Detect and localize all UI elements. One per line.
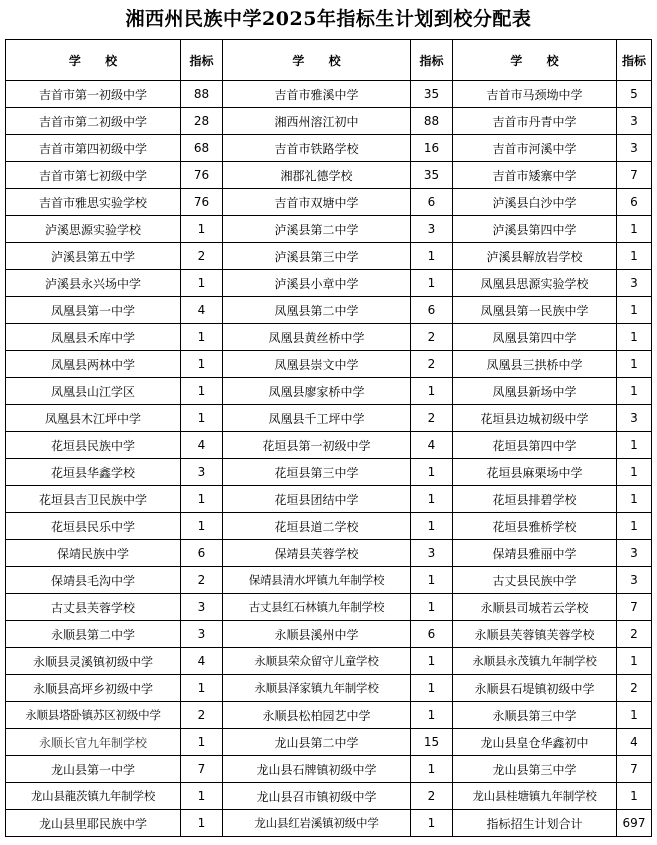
school-name-cell: 花垣县民族中学 <box>6 432 181 459</box>
quota-cell: 4 <box>181 648 223 675</box>
school-name-cell: 吉首市矮寨中学 <box>453 162 617 189</box>
school-name-cell: 泸溪县解放岩学校 <box>453 243 617 270</box>
quota-cell: 1 <box>181 729 223 756</box>
school-name-cell: 保靖民族中学 <box>6 540 181 567</box>
table-row <box>6 486 652 513</box>
school-name-cell: 永顺县灵溪镇初级中学 <box>6 648 181 675</box>
school-name-cell: 永顺县石堤镇初级中学 <box>453 675 617 702</box>
school-name-cell: 凤凰县千工坪中学 <box>223 405 411 432</box>
school-name-cell: 龙山县里耶民族中学 <box>6 810 181 837</box>
quota-cell: 3 <box>181 594 223 621</box>
school-name-cell: 凤凰县崇文中学 <box>223 351 411 378</box>
school-name-cell: 龙山县石牌镇初级中学 <box>223 756 411 783</box>
quota-cell: 1 <box>617 513 652 540</box>
school-name-cell: 凤凰县禾库中学 <box>6 324 181 351</box>
quota-column-header: 指标 <box>181 40 223 81</box>
school-name-cell: 花垣县第三中学 <box>223 459 411 486</box>
quota-cell: 1 <box>617 702 652 729</box>
quota-cell: 6 <box>617 189 652 216</box>
school-name-cell: 永顺县荣众留守儿童学校 <box>223 648 411 675</box>
quota-cell: 1 <box>411 594 453 621</box>
school-name-cell: 永顺县塔卧镇苏区初级中学 <box>6 702 181 729</box>
quota-cell: 3 <box>181 621 223 648</box>
quota-cell: 16 <box>411 135 453 162</box>
quota-cell: 1 <box>411 810 453 837</box>
quota-cell: 1 <box>181 270 223 297</box>
school-name-cell: 吉首市河溪中学 <box>453 135 617 162</box>
quota-cell: 1 <box>617 783 652 810</box>
school-name-cell: 泸溪县小章中学 <box>223 270 411 297</box>
quota-cell: 3 <box>411 216 453 243</box>
school-name-cell: 花垣县麻栗场中学 <box>453 459 617 486</box>
quota-cell: 1 <box>411 513 453 540</box>
school-name-cell: 凤凰县第二中学 <box>223 297 411 324</box>
school-name-cell: 龙山县龍茨镇九年制学校 <box>6 783 181 810</box>
school-column-header: 学 校 <box>223 40 411 81</box>
quota-column-header: 指标 <box>617 40 652 81</box>
quota-cell: 3 <box>617 567 652 594</box>
quota-cell: 1 <box>617 459 652 486</box>
quota-cell: 1 <box>617 297 652 324</box>
quota-cell: 1 <box>181 675 223 702</box>
table-row <box>6 216 652 243</box>
school-name-cell: 吉首市第二初级中学 <box>6 108 181 135</box>
quota-cell: 4 <box>181 297 223 324</box>
allocation-table <box>5 39 652 837</box>
school-name-cell: 保靖县雅丽中学 <box>453 540 617 567</box>
quota-cell: 1 <box>181 810 223 837</box>
table-row <box>6 675 652 702</box>
quota-cell: 5 <box>617 81 652 108</box>
quota-cell: 3 <box>617 540 652 567</box>
quota-cell: 1 <box>411 567 453 594</box>
school-name-cell: 吉首市铁路学校 <box>223 135 411 162</box>
school-name-cell: 凤凰县两林中学 <box>6 351 181 378</box>
school-name-cell: 花垣县团结中学 <box>223 486 411 513</box>
quota-cell: 7 <box>181 756 223 783</box>
table-row <box>6 405 652 432</box>
school-name-cell: 吉首市第七初级中学 <box>6 162 181 189</box>
table-row <box>6 783 652 810</box>
table-row <box>6 135 652 162</box>
school-name-cell: 花垣县华鑫学校 <box>6 459 181 486</box>
school-name-cell: 永顺县溪州中学 <box>223 621 411 648</box>
quota-cell: 1 <box>617 486 652 513</box>
school-name-cell: 古丈县芙蓉学校 <box>6 594 181 621</box>
table-row <box>6 513 652 540</box>
quota-cell: 3 <box>617 135 652 162</box>
quota-cell: 1 <box>181 378 223 405</box>
school-name-cell: 花垣县民乐中学 <box>6 513 181 540</box>
table-row <box>6 648 652 675</box>
quota-cell: 1 <box>411 270 453 297</box>
total-quota-cell: 697 <box>617 810 652 837</box>
school-column-header: 学 校 <box>453 40 617 81</box>
quota-cell: 1 <box>181 783 223 810</box>
table-row <box>6 243 652 270</box>
table-row <box>6 81 652 108</box>
school-name-cell: 泸溪县第二中学 <box>223 216 411 243</box>
quota-cell: 1 <box>411 702 453 729</box>
school-name-cell: 龙山县第三中学 <box>453 756 617 783</box>
school-name-cell: 泸溪县白沙中学 <box>453 189 617 216</box>
school-name-cell: 保靖县芙蓉学校 <box>223 540 411 567</box>
quota-cell: 6 <box>181 540 223 567</box>
table-row <box>6 351 652 378</box>
school-name-cell: 湘郡礼德学校 <box>223 162 411 189</box>
quota-cell: 2 <box>617 675 652 702</box>
quota-cell: 1 <box>411 486 453 513</box>
school-name-cell: 花垣县道二学校 <box>223 513 411 540</box>
quota-cell: 1 <box>181 405 223 432</box>
quota-cell: 2 <box>411 783 453 810</box>
school-name-cell: 永顺县松柏园艺中学 <box>223 702 411 729</box>
quota-cell: 1 <box>411 675 453 702</box>
table-row <box>6 297 652 324</box>
quota-cell: 1 <box>181 513 223 540</box>
school-name-cell: 泸溪思源实验学校 <box>6 216 181 243</box>
school-name-cell: 永顺县永茂镇九年制学校 <box>453 648 617 675</box>
table-row <box>6 378 652 405</box>
quota-cell: 4 <box>617 729 652 756</box>
quota-cell: 1 <box>411 648 453 675</box>
document-title: 湘西州民族中学2025年指标生计划到校分配表 <box>125 8 532 30</box>
total-label-cell: 指标招生计划合计 <box>453 810 617 837</box>
quota-cell: 1 <box>617 351 652 378</box>
quota-cell: 76 <box>181 162 223 189</box>
table-row <box>6 702 652 729</box>
school-name-cell: 花垣县排碧学校 <box>453 486 617 513</box>
quota-cell: 1 <box>617 324 652 351</box>
school-name-cell: 永顺长官九年制学校 <box>6 729 181 756</box>
school-name-cell: 凤凰县新场中学 <box>453 378 617 405</box>
school-name-cell: 保靖县清水坪镇九年制学校 <box>223 567 411 594</box>
school-name-cell: 凤凰县思源实验学校 <box>453 270 617 297</box>
quota-cell: 4 <box>411 432 453 459</box>
school-name-cell: 凤凰县三拱桥中学 <box>453 351 617 378</box>
quota-cell: 2 <box>181 567 223 594</box>
school-name-cell: 龙山县第一中学 <box>6 756 181 783</box>
school-name-cell: 古丈县红石林镇九年制学校 <box>223 594 411 621</box>
quota-cell: 7 <box>617 162 652 189</box>
quota-cell: 3 <box>617 405 652 432</box>
school-name-cell: 龙山县召市镇初级中学 <box>223 783 411 810</box>
quota-cell: 6 <box>411 297 453 324</box>
quota-cell: 6 <box>411 189 453 216</box>
table-row <box>6 189 652 216</box>
quota-cell: 1 <box>181 486 223 513</box>
quota-cell: 2 <box>617 621 652 648</box>
table-row <box>6 324 652 351</box>
school-name-cell: 泸溪县第五中学 <box>6 243 181 270</box>
quota-cell: 35 <box>411 81 453 108</box>
quota-cell: 3 <box>411 540 453 567</box>
school-name-cell: 吉首市雅思实验学校 <box>6 189 181 216</box>
school-name-cell: 龙山县第二中学 <box>223 729 411 756</box>
table-row <box>6 162 652 189</box>
table-row <box>6 810 652 837</box>
quota-cell: 1 <box>411 459 453 486</box>
school-name-cell: 花垣县吉卫民族中学 <box>6 486 181 513</box>
quota-cell: 7 <box>617 594 652 621</box>
table-row <box>6 756 652 783</box>
school-name-cell: 泸溪县永兴场中学 <box>6 270 181 297</box>
table-row <box>6 621 652 648</box>
school-name-cell: 永顺县泽家镇九年制学校 <box>223 675 411 702</box>
school-name-cell: 凤凰县廖家桥中学 <box>223 378 411 405</box>
quota-column-header: 指标 <box>411 40 453 81</box>
school-name-cell: 吉首市雅溪中学 <box>223 81 411 108</box>
school-name-cell: 花垣县第四中学 <box>453 432 617 459</box>
school-name-cell: 永顺县芙蓉镇芙蓉学校 <box>453 621 617 648</box>
table-row <box>6 594 652 621</box>
quota-cell: 1 <box>617 216 652 243</box>
table-row <box>6 567 652 594</box>
school-name-cell: 龙山县皇仓华鑫初中 <box>453 729 617 756</box>
quota-cell: 28 <box>181 108 223 135</box>
school-column-header: 学 校 <box>6 40 181 81</box>
quota-cell: 1 <box>617 432 652 459</box>
school-name-cell: 凤凰县第一民族中学 <box>453 297 617 324</box>
table-row <box>6 459 652 486</box>
school-name-cell: 凤凰县黄丝桥中学 <box>223 324 411 351</box>
school-name-cell: 凤凰县木江坪中学 <box>6 405 181 432</box>
quota-cell: 68 <box>181 135 223 162</box>
quota-cell: 3 <box>181 459 223 486</box>
school-name-cell: 永顺县高坪乡初级中学 <box>6 675 181 702</box>
quota-cell: 3 <box>617 108 652 135</box>
quota-cell: 2 <box>411 405 453 432</box>
school-name-cell: 龙山县红岩溪镇初级中学 <box>223 810 411 837</box>
school-name-cell: 花垣县雅桥学校 <box>453 513 617 540</box>
school-name-cell: 凤凰县第一中学 <box>6 297 181 324</box>
header-row <box>6 40 652 81</box>
school-name-cell: 泸溪县第四中学 <box>453 216 617 243</box>
school-name-cell: 古丈县民族中学 <box>453 567 617 594</box>
school-name-cell: 保靖县毛沟中学 <box>6 567 181 594</box>
quota-cell: 1 <box>411 243 453 270</box>
quota-cell: 1 <box>411 378 453 405</box>
quota-cell: 3 <box>617 270 652 297</box>
school-name-cell: 花垣县边城初级中学 <box>453 405 617 432</box>
quota-cell: 2 <box>181 243 223 270</box>
table-row <box>6 729 652 756</box>
quota-cell: 2 <box>411 324 453 351</box>
quota-cell: 2 <box>411 351 453 378</box>
school-name-cell: 永顺县司城若云学校 <box>453 594 617 621</box>
quota-cell: 1 <box>617 243 652 270</box>
school-name-cell: 永顺县第三中学 <box>453 702 617 729</box>
table-row <box>6 270 652 297</box>
table-row <box>6 540 652 567</box>
quota-cell: 1 <box>617 648 652 675</box>
school-name-cell: 湘西州溶江初中 <box>223 108 411 135</box>
school-name-cell: 吉首市丹青中学 <box>453 108 617 135</box>
table-row <box>6 432 652 459</box>
school-name-cell: 花垣县第一初级中学 <box>223 432 411 459</box>
school-name-cell: 龙山县桂塘镇九年制学校 <box>453 783 617 810</box>
quota-cell: 2 <box>181 702 223 729</box>
quota-cell: 76 <box>181 189 223 216</box>
school-name-cell: 吉首市双塘中学 <box>223 189 411 216</box>
school-name-cell: 吉首市马颈坳中学 <box>453 81 617 108</box>
quota-cell: 88 <box>181 81 223 108</box>
table-body <box>6 81 652 837</box>
quota-cell: 4 <box>181 432 223 459</box>
quota-cell: 7 <box>617 756 652 783</box>
quota-cell: 1 <box>411 756 453 783</box>
quota-cell: 1 <box>617 378 652 405</box>
table-row <box>6 108 652 135</box>
quota-cell: 1 <box>181 216 223 243</box>
quota-cell: 1 <box>181 351 223 378</box>
school-name-cell: 凤凰县山江学区 <box>6 378 181 405</box>
school-name-cell: 凤凰县第四中学 <box>453 324 617 351</box>
quota-cell: 15 <box>411 729 453 756</box>
quota-cell: 1 <box>181 324 223 351</box>
quota-cell: 35 <box>411 162 453 189</box>
school-name-cell: 泸溪县第三中学 <box>223 243 411 270</box>
quota-cell: 88 <box>411 108 453 135</box>
school-name-cell: 永顺县第二中学 <box>6 621 181 648</box>
school-name-cell: 吉首市第四初级中学 <box>6 135 181 162</box>
school-name-cell: 吉首市第一初级中学 <box>6 81 181 108</box>
quota-cell: 6 <box>411 621 453 648</box>
